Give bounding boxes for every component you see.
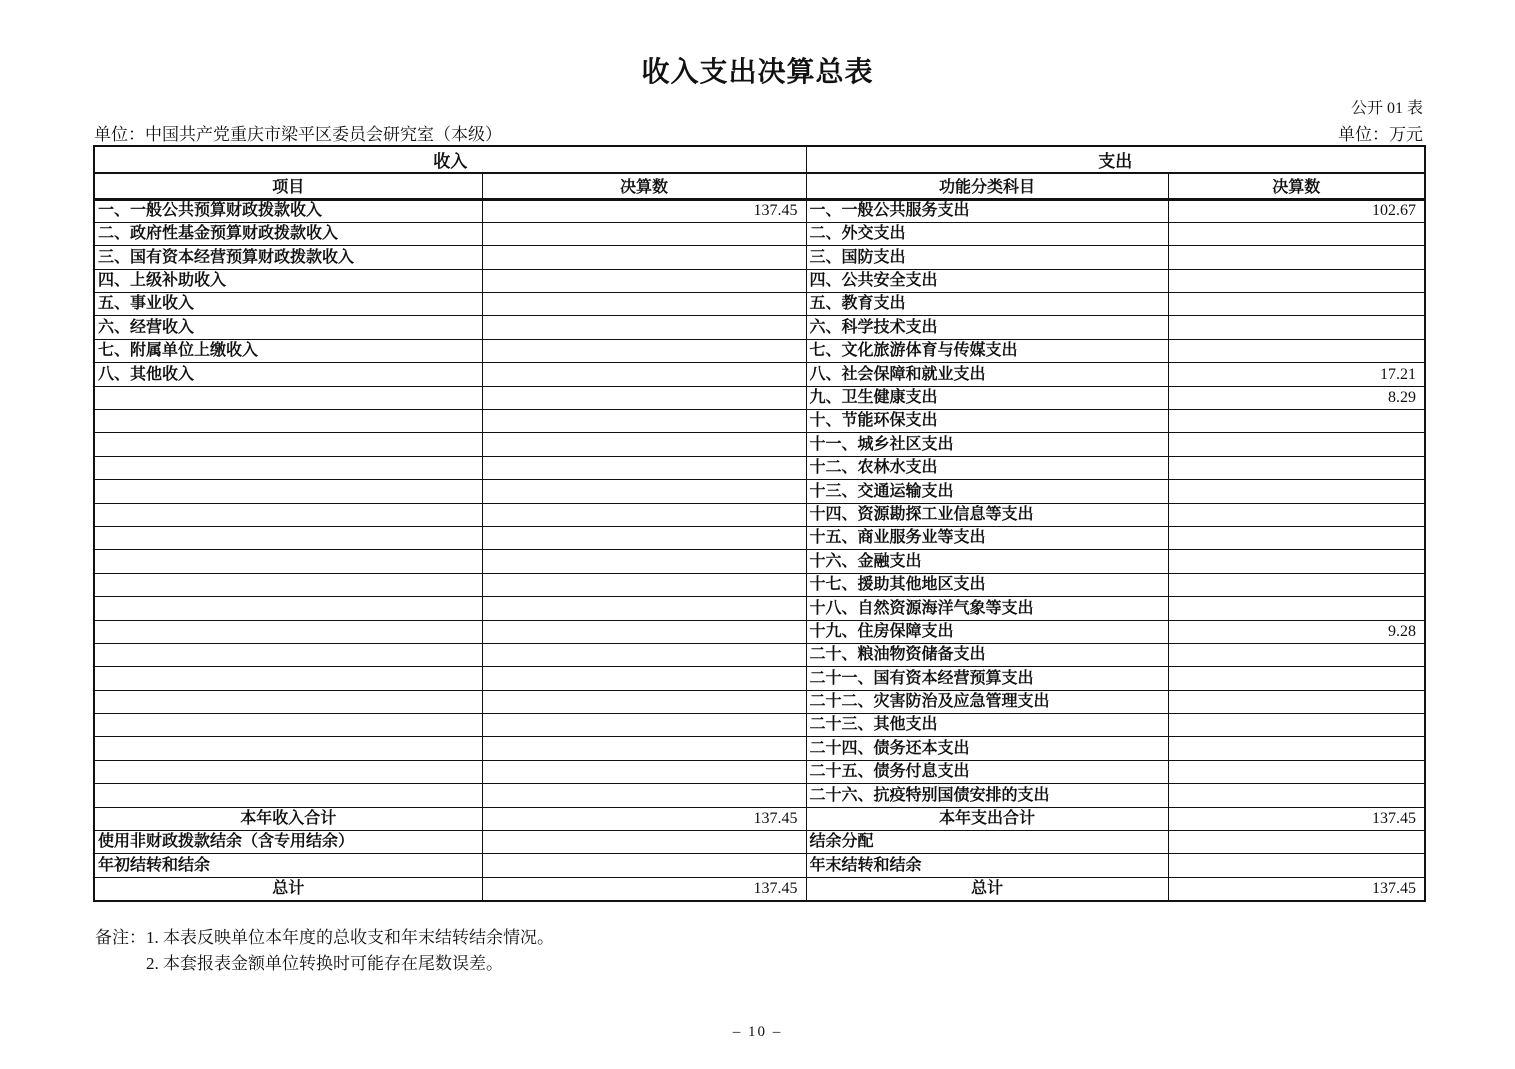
expenditure-amount-cell [1168,503,1425,526]
expenditure-amount-cell [1168,456,1425,479]
income-item-cell [94,667,482,690]
income-item-cell: 一、一般公共预算财政拨款收入 [94,199,482,222]
expenditure-item-cell: 总计 [806,877,1168,900]
expenditure-amount-cell [1168,784,1425,807]
expenditure-item-cell: 二十二、灾害防治及应急管理支出 [806,690,1168,713]
expenditure-item-cell: 四、公共安全支出 [806,269,1168,292]
table-row [94,620,1425,643]
table-row [94,714,1425,737]
expenditure-item-cell: 十六、金融支出 [806,550,1168,573]
income-item-cell [94,643,482,666]
currency-unit-label: 单位：万元 [1338,125,1423,144]
table-code-label: 公开 01 表 [1350,100,1423,117]
income-amount-cell [482,433,806,456]
expenditure-item-cell: 结余分配 [806,831,1168,854]
expenditure-item-cell: 二、外交支出 [806,222,1168,245]
expenditure-item-cell: 十三、交通运输支出 [806,480,1168,503]
table-row [94,643,1425,666]
table-row [94,199,1425,222]
expenditure-amount-cell [1168,854,1425,877]
table-row [94,877,1425,900]
expenditure-amount-cell [1168,573,1425,596]
expenditure-amount-cell [1168,433,1425,456]
income-item-cell: 二、政府性基金预算财政拨款收入 [94,222,482,245]
table-row [94,339,1425,362]
expenditure-amount-cell [1168,410,1425,433]
income-amount-cell [482,784,806,807]
expenditure-item-cell: 五、教育支出 [806,293,1168,316]
expenditure-amount-cell [1168,597,1425,620]
expenditure-amount-column-header: 决算数 [1168,173,1425,199]
org-unit-label: 单位：中国共产党重庆市梁平区委员会研究室（本级） [94,125,502,144]
table-row [94,410,1425,433]
income-amount-cell [482,737,806,760]
income-amount-cell [482,714,806,737]
income-item-cell: 七、附属单位上缴收入 [94,339,482,362]
expenditure-item-cell: 十、节能环保支出 [806,410,1168,433]
budget-summary-table [93,145,1426,902]
notes-block [95,925,554,977]
expenditure-amount-cell: 137.45 [1168,877,1425,900]
table-row [94,573,1425,596]
income-amount-cell [482,597,806,620]
income-amount-cell [482,456,806,479]
expenditure-amount-cell [1168,667,1425,690]
income-amount-cell [482,293,806,316]
page-number: – 10 – [732,1024,783,1040]
income-item-cell: 六、经营收入 [94,316,482,339]
expenditure-amount-cell: 8.29 [1168,386,1425,409]
page-title: 收入支出决算总表 [641,57,874,88]
income-amount-cell [482,363,806,386]
income-item-cell [94,784,482,807]
note-line-2: 2. 本套报表金额单位转换时可能存在尾数误差。 [146,954,503,973]
income-amount-cell [482,831,806,854]
expenditure-amount-cell [1168,643,1425,666]
income-item-cell [94,620,482,643]
income-amount-cell: 137.45 [482,807,806,830]
income-item-cell [94,456,482,479]
table-row [94,737,1425,760]
table-row [94,807,1425,830]
table-body [94,199,1425,901]
expenditure-item-cell: 年末结转和结余 [806,854,1168,877]
table-row [94,386,1425,409]
income-amount-cell [482,246,806,269]
income-amount-cell [482,339,806,362]
expenditure-item-cell: 十四、资源勘探工业信息等支出 [806,503,1168,526]
income-amount-cell: 137.45 [482,877,806,900]
expenditure-amount-cell [1168,316,1425,339]
table-row [94,526,1425,549]
column-header-row [94,173,1425,199]
expenditure-item-cell: 十九、住房保障支出 [806,620,1168,643]
expenditure-item-cell: 二十五、债务付息支出 [806,760,1168,783]
income-item-cell [94,690,482,713]
expenditure-amount-cell [1168,526,1425,549]
expenditure-amount-cell [1168,690,1425,713]
expenditure-amount-cell [1168,246,1425,269]
table-row [94,550,1425,573]
expenditure-item-cell: 二十一、国有资本经营预算支出 [806,667,1168,690]
income-amount-cell [482,690,806,713]
income-item-cell [94,386,482,409]
income-amount-cell [482,386,806,409]
table-row [94,597,1425,620]
expenditure-amount-cell: 102.67 [1168,199,1425,222]
income-item-cell [94,550,482,573]
expenditure-item-cell: 三、国防支出 [806,246,1168,269]
expenditure-item-column-header: 功能分类科目 [806,173,1168,199]
income-item-cell [94,597,482,620]
income-item-cell [94,480,482,503]
table-row [94,690,1425,713]
expenditure-item-cell: 二十四、债务还本支出 [806,737,1168,760]
expenditure-item-cell: 二十、粮油物资储备支出 [806,643,1168,666]
table-row [94,831,1425,854]
income-item-cell: 五、事业收入 [94,293,482,316]
table-row [94,293,1425,316]
income-amount-cell [482,410,806,433]
expenditure-amount-cell [1168,831,1425,854]
income-item-cell: 八、其他收入 [94,363,482,386]
income-amount-cell [482,620,806,643]
table-row [94,246,1425,269]
income-item-cell: 三、国有资本经营预算财政拨款收入 [94,246,482,269]
income-amount-cell [482,316,806,339]
expenditure-amount-cell [1168,222,1425,245]
income-amount-cell [482,269,806,292]
table-row [94,316,1425,339]
income-item-column-header: 项目 [94,173,482,199]
income-item-cell [94,503,482,526]
expenditure-item-cell: 十五、商业服务业等支出 [806,526,1168,549]
note-line-1: 1. 本表反映单位本年度的总收支和年末结转结余情况。 [146,928,554,947]
notes-label: 备注： [95,928,146,947]
expenditure-amount-cell [1168,550,1425,573]
expenditure-item-cell: 二十六、抗疫特别国债安排的支出 [806,784,1168,807]
expenditure-item-cell: 一、一般公共服务支出 [806,199,1168,222]
notes-items [146,925,554,977]
table-row [94,784,1425,807]
table-row [94,667,1425,690]
income-section-header: 收入 [94,146,806,173]
expenditure-item-cell: 十八、自然资源海洋气象等支出 [806,597,1168,620]
income-item-cell: 使用非财政拨款结余（含专用结余） [94,831,482,854]
income-item-cell [94,760,482,783]
income-item-cell [94,573,482,596]
income-amount-cell [482,643,806,666]
income-item-cell: 四、上级补助收入 [94,269,482,292]
income-amount-cell [482,526,806,549]
table-row [94,222,1425,245]
expenditure-amount-cell: 17.21 [1168,363,1425,386]
expenditure-item-cell: 二十三、其他支出 [806,714,1168,737]
income-item-cell: 年初结转和结余 [94,854,482,877]
expenditure-item-cell: 六、科学技术支出 [806,316,1168,339]
income-amount-cell [482,667,806,690]
section-header-row [94,146,1425,173]
table-row [94,854,1425,877]
table-row [94,363,1425,386]
expenditure-item-cell: 十一、城乡社区支出 [806,433,1168,456]
expenditure-amount-cell [1168,760,1425,783]
income-item-cell [94,410,482,433]
income-amount-cell [482,550,806,573]
income-item-cell [94,737,482,760]
expenditure-amount-cell [1168,339,1425,362]
expenditure-item-cell: 十七、援助其他地区支出 [806,573,1168,596]
income-amount-cell [482,222,806,245]
income-amount-cell [482,480,806,503]
income-item-cell: 总计 [94,877,482,900]
income-item-cell: 本年收入合计 [94,807,482,830]
income-amount-column-header: 决算数 [482,173,806,199]
income-item-cell [94,526,482,549]
expenditure-amount-cell: 9.28 [1168,620,1425,643]
expenditure-item-cell: 本年支出合计 [806,807,1168,830]
expenditure-amount-cell [1168,737,1425,760]
table-row [94,456,1425,479]
expenditure-item-cell: 九、卫生健康支出 [806,386,1168,409]
expenditure-item-cell: 十二、农林水支出 [806,456,1168,479]
income-amount-cell [482,760,806,783]
expenditure-item-cell: 八、社会保障和就业支出 [806,363,1168,386]
table-row [94,269,1425,292]
expenditure-amount-cell [1168,269,1425,292]
income-item-cell [94,433,482,456]
expenditure-amount-cell [1168,714,1425,737]
expenditure-amount-cell [1168,480,1425,503]
table-row [94,480,1425,503]
expenditure-item-cell: 七、文化旅游体育与传媒支出 [806,339,1168,362]
income-item-cell [94,714,482,737]
expenditure-amount-cell: 137.45 [1168,807,1425,830]
table-row [94,503,1425,526]
income-amount-cell [482,573,806,596]
income-amount-cell [482,503,806,526]
income-amount-cell [482,854,806,877]
table-row [94,760,1425,783]
table-row [94,433,1425,456]
expenditure-amount-cell [1168,293,1425,316]
income-amount-cell: 137.45 [482,199,806,222]
expenditure-section-header: 支出 [806,146,1425,173]
